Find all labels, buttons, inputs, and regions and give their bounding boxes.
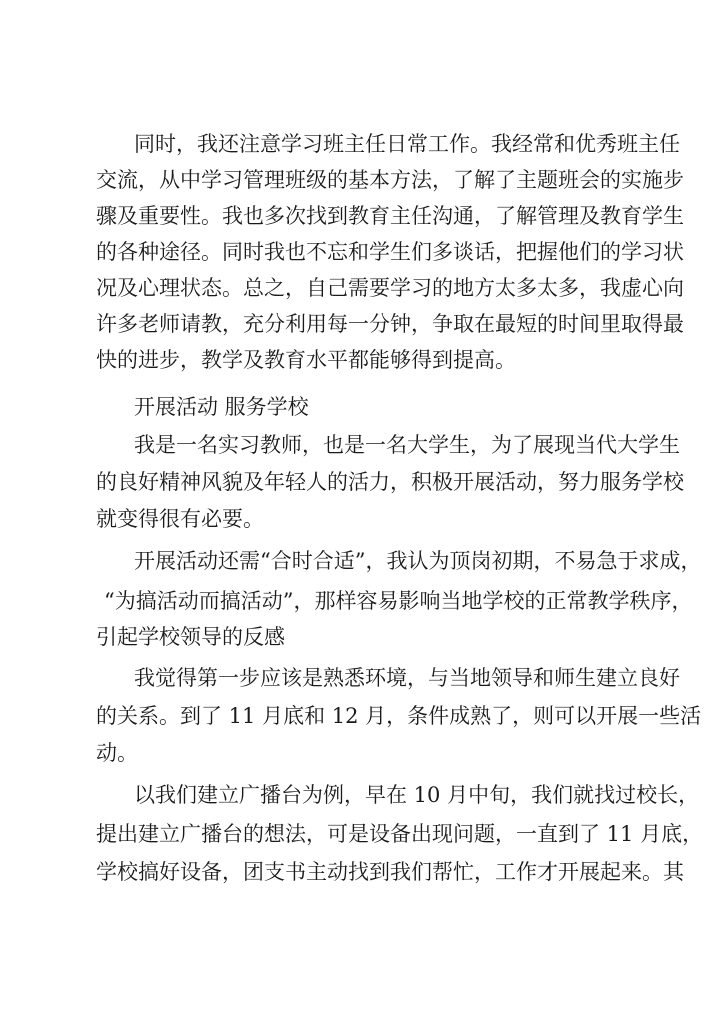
paragraph-5-line-3: 学校搞好设备，团支书主动找到我们帮忙，工作才开展起来。其 [96,860,684,884]
paragraph-2-line-3: 就变得很有必要。 [96,507,264,531]
paragraph-5-line-2: 提出建立广播台的想法，可是设备出现问题，一直到了 11 月底， [96,822,704,846]
paragraph-2-line-1: 我是一名实习教师，也是一名大学生，为了展现当代大学生 [134,433,680,457]
paragraph-4-line-3: 动。 [96,741,138,765]
paragraph-1-line-5: 况及心理状态。总之，自己需要学习的地方太多太多，我虚心向 [96,276,684,300]
paragraph-4-line-2: 的关系。到了 11 月底和 12 月，条件成熟了，则可以开展一些活 [96,704,702,728]
paragraph-1-line-4: 的各种途径。同时我也不忘和学生们多谈话，把握他们的学习状 [96,240,684,264]
paragraph-1-line-2: 交流，从中学习管理班级的基本方法，了解了主题班会的实施步 [96,168,684,192]
paragraph-1-line-1: 同时，我还注意学习班主任日常工作。我经常和优秀班主任 [134,132,680,156]
paragraph-1-line-3: 骤及重要性。我也多次找到教育主任沟通，了解管理及教育学生 [96,204,684,228]
paragraph-2-line-2: 的良好精神风貌及年轻人的活力，积极开展活动，努力服务学校 [96,470,684,494]
paragraph-3-line-3: 引起学校领导的反感 [96,625,285,649]
paragraph-3-line-1: 开展活动还需“合时合适”，我认为顶岗初期，不易急于求成， [134,549,702,573]
paragraph-4-line-1: 我觉得第一步应该是熟悉环境，与当地领导和师生建立良好 [134,666,680,690]
paragraph-1-line-7: 快的进步，教学及教育水平都能够得到提高。 [96,348,516,372]
paragraph-3-line-2: “为搞活动而搞活动”，那样容易影响当地学校的正常教学秩序， [104,589,693,613]
paragraph-1-line-6: 许多老师请教，充分利用每一分钟，争取在最短的时间里取得最 [96,312,684,336]
paragraph-5-line-1: 以我们建立广播台为例，早在 10 月中旬，我们就找过校长， [134,783,700,807]
section-heading: 开展活动 服务学校 [134,395,309,419]
